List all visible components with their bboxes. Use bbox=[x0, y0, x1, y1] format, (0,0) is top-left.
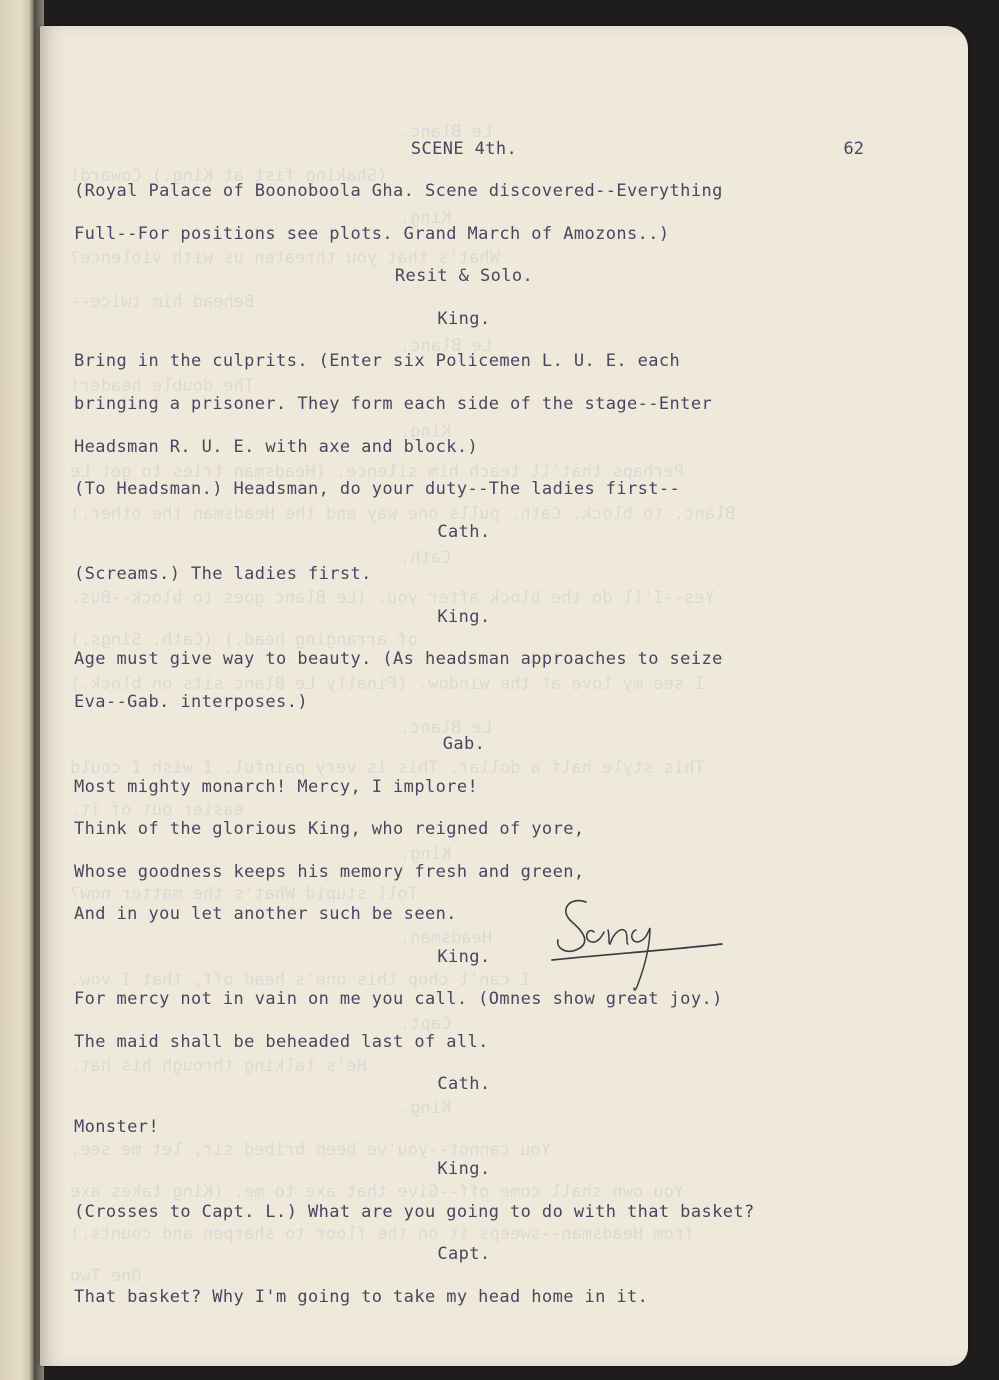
dialogue-line: Headsman R. U. E. with axe and block.) bbox=[74, 437, 479, 457]
speaker-name: King. bbox=[437, 607, 491, 627]
dialogue-line: Monster! bbox=[74, 1117, 160, 1137]
handwritten-sing-annotation bbox=[550, 888, 730, 998]
dialogue-line: Think of the glorious King, who reigned of yore, bbox=[74, 819, 585, 839]
dialogue-line: bringing a prisoner. They form each side of the stage--Enter bbox=[74, 394, 713, 414]
speaker-name: Cath. bbox=[437, 1074, 491, 1094]
stage-direction-line: Full--For positions see plots. Grand March of Amozons..) bbox=[74, 224, 670, 244]
scene-heading: SCENE 4th. bbox=[410, 139, 518, 159]
dialogue-line: The maid shall be beheaded last of all. bbox=[74, 1032, 489, 1052]
dialogue-line: Whose goodness keeps his memory fresh and green, bbox=[74, 862, 585, 882]
page-number: 62 bbox=[843, 139, 864, 159]
speaker-name: Gab. bbox=[442, 734, 486, 754]
speaker-name: King. bbox=[437, 309, 491, 329]
dialogue-line: Bring in the culprits. (Enter six Policemen L. U. E. each bbox=[74, 351, 681, 371]
dialogue-line: And in you let another such be seen. bbox=[74, 904, 457, 924]
dialogue-line: That basket? Why I'm going to take my head home in it. bbox=[74, 1287, 649, 1307]
dialogue-line: (To Headsman.) Headsman, do your duty--The ladies first-- bbox=[74, 479, 681, 499]
dialogue-line: Age must give way to beauty. (As headsman approaches to seize bbox=[74, 649, 723, 669]
stage-direction-line: (Royal Palace of Boonoboola Gha. Scene discovered--Everything bbox=[74, 181, 723, 201]
speaker-name: Capt. bbox=[437, 1244, 491, 1264]
dialogue-line: Most mighty monarch! Mercy, I implore! bbox=[74, 777, 479, 797]
dialogue-line: (Crosses to Capt. L.) What are you going to do with that basket? bbox=[74, 1202, 755, 1222]
speaker-name: King. bbox=[437, 1159, 491, 1179]
section-heading: Resit & Solo. bbox=[394, 266, 534, 286]
dialogue-line: (Screams.) The ladies first. bbox=[74, 564, 372, 584]
speaker-name: Cath. bbox=[437, 522, 491, 542]
show-through-text: Le Blanc. (Shaking fist at King.) Coward! King. What's that you threaten us with violence? Behead him twice-- Le Blanc. The double header! King. Perhaps that'll teach him silence. (Headsman tries to get Le Blanc. to block. Cath. pulls one way and the Headsman the other.) Cath. Yes--I'll do the block after you. (Le Blanc goes to block--Bus. of arranging head.) (Cath. Sings.) I see my love at the window. (Finally Le Blanc sits on block.) Le Blanc. This style half a dollar. This is very painful. I wish I could easier out of it. King. Toll stupid What's the matter now? Headsman. I can't chop this one's head off, that I vow. Capt. He's talking through his hat. King. You cannot--you've been bribed sir, let me see, You own shall come off--Give that axe to me. (King takes axe from Headsman--sweeps it on the floor to sharpen and counts.) One Two bbox=[70, 122, 736, 1286]
previous-page-edge bbox=[0, 0, 34, 1380]
typescript-page bbox=[40, 26, 968, 1366]
dialogue-line: For mercy not in vain on me you call. (Omnes show great joy.) bbox=[74, 989, 723, 1009]
speaker-name: King. bbox=[437, 947, 491, 967]
dialogue-line: Eva--Gab. interposes.) bbox=[74, 692, 308, 712]
